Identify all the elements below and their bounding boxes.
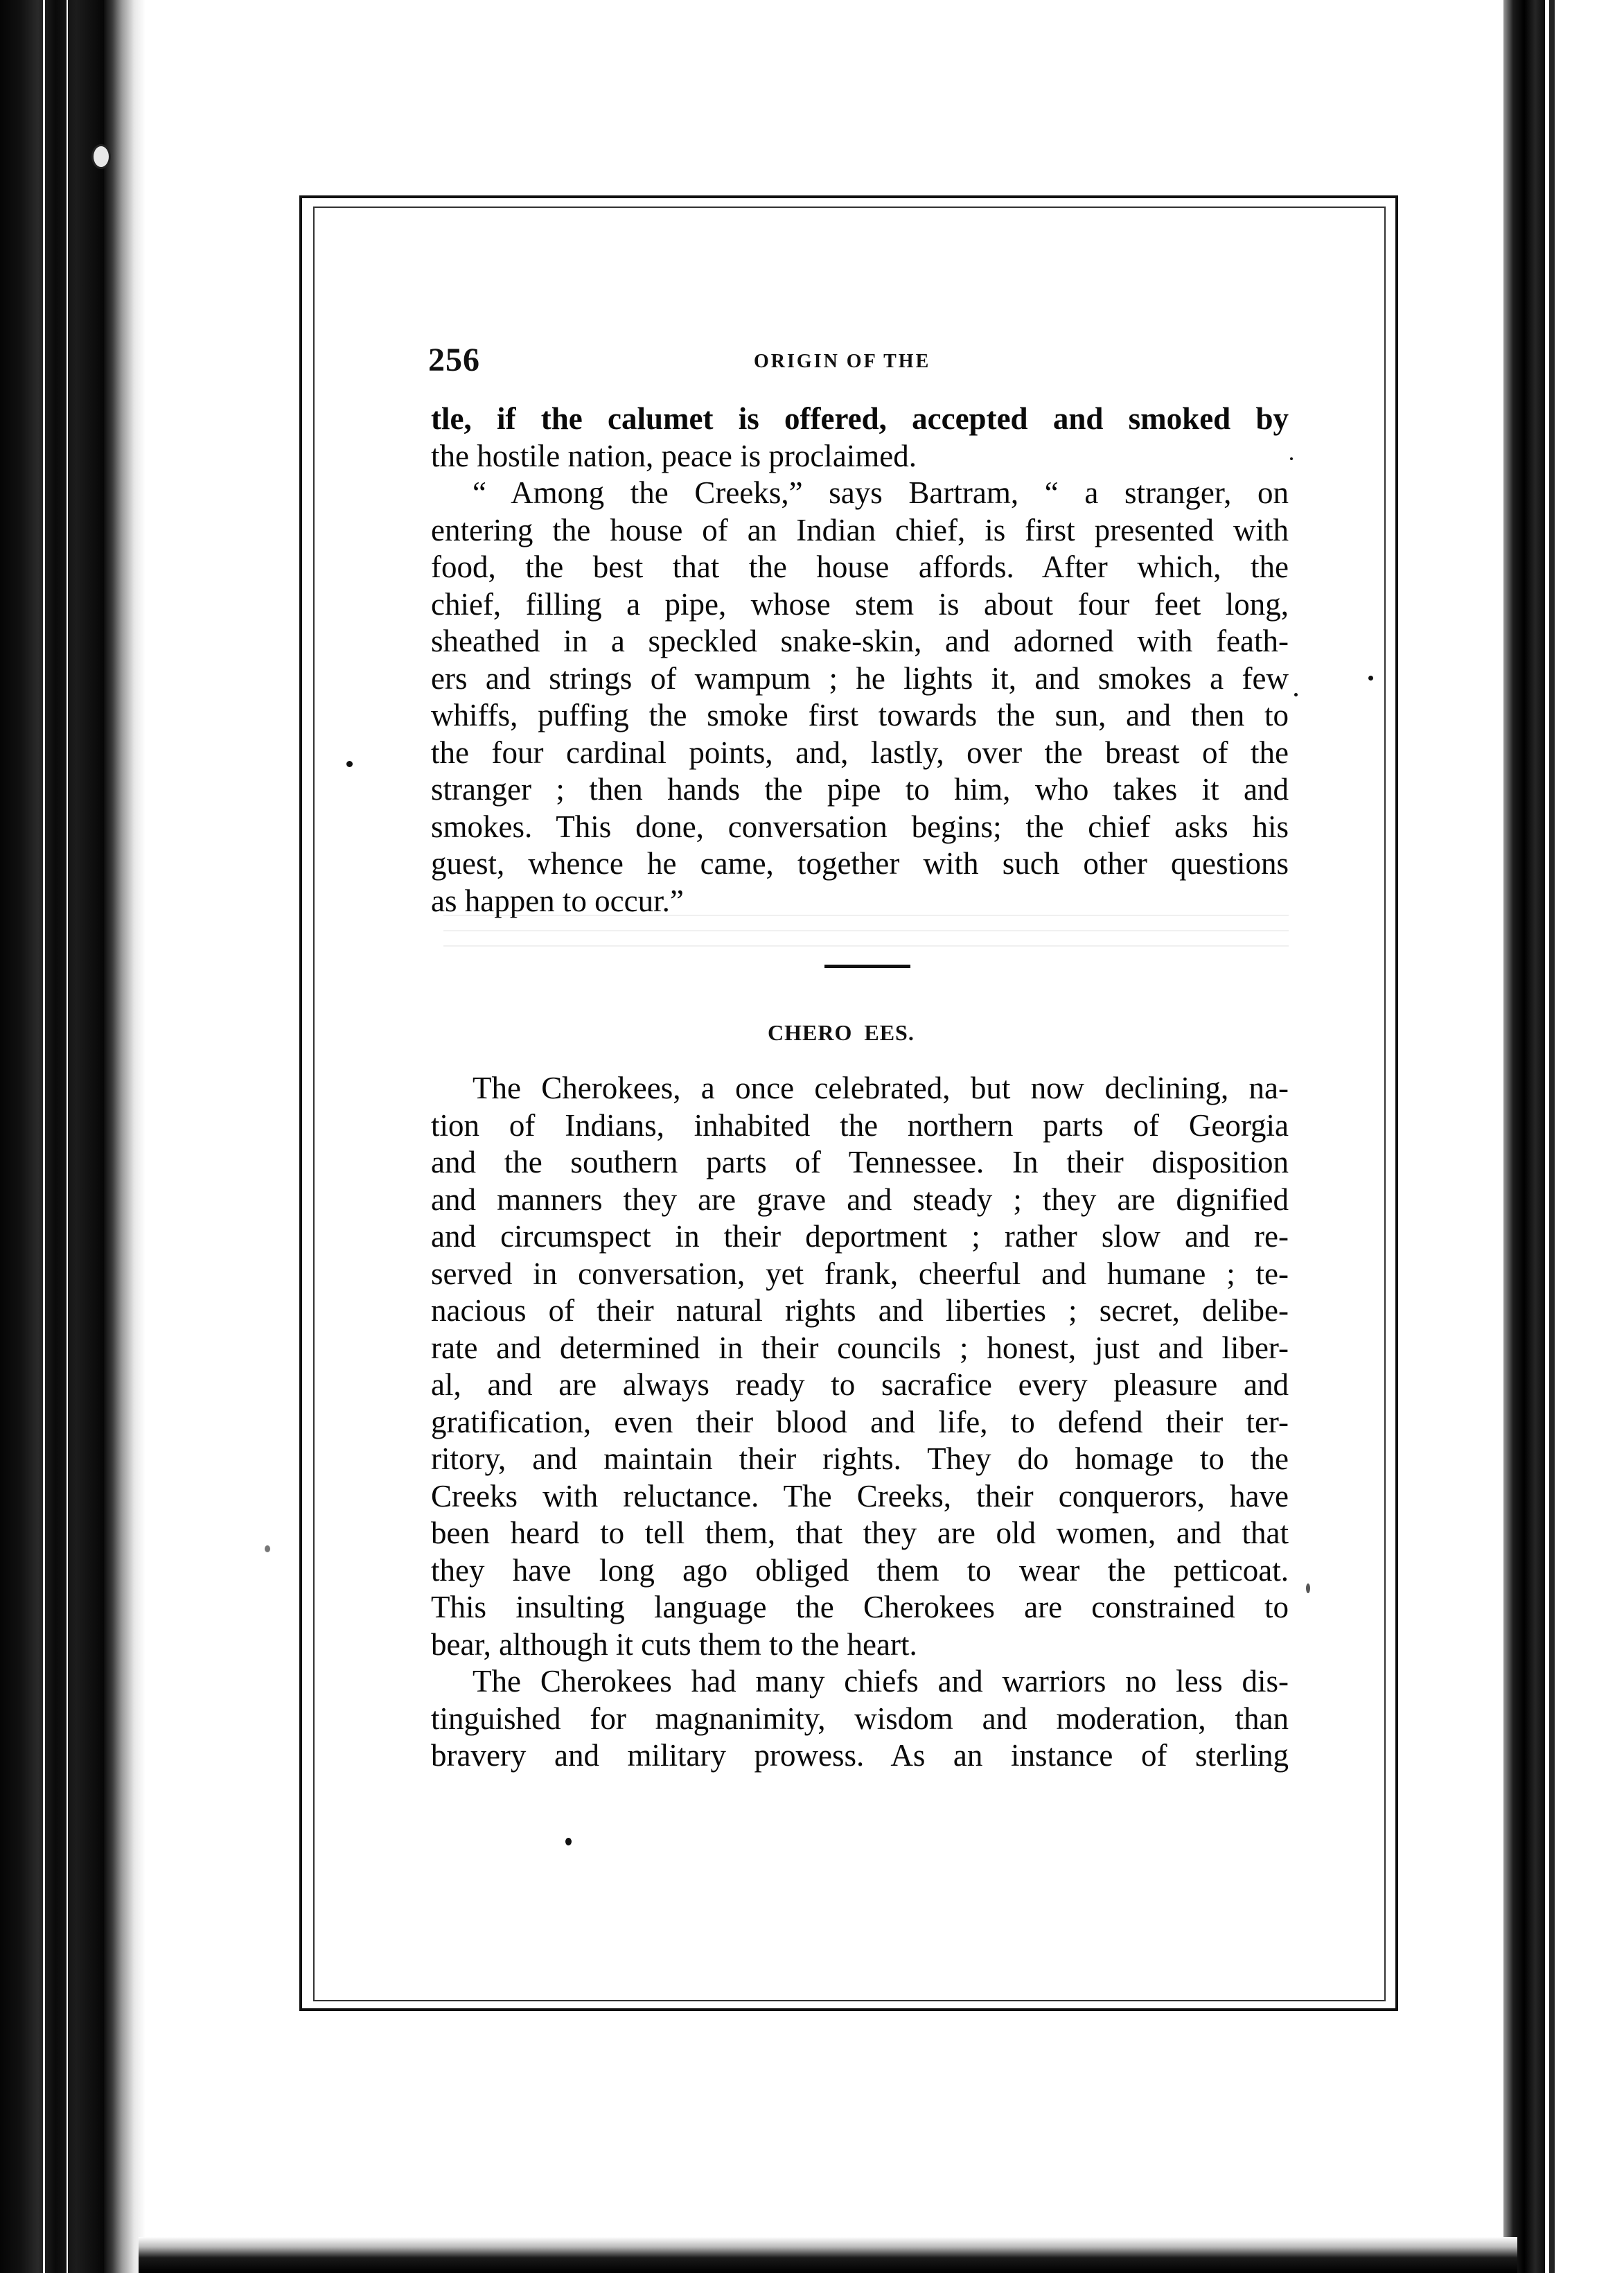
page-number: 256 [428, 342, 480, 378]
book-binding [0, 0, 104, 2273]
text-line: This insulting language the Cherokees are constrained to [431, 1590, 1289, 1624]
text-line: al, and are always ready to sacrafice every pleasure and [431, 1367, 1289, 1402]
page-bottom-edge [139, 2237, 1517, 2273]
speck [1306, 1583, 1310, 1593]
text-line: tinguished for magnanimity, wisdom and moderation, than [431, 1701, 1289, 1736]
text-line: tle, if the calumet is offered, accepted and smoked by [431, 401, 1289, 436]
page-right-edge [1503, 0, 1545, 2273]
text-line: sheathed in a speckled snake-skin, and adorned with feath- [431, 624, 1289, 658]
text-line: tion of Indians, inhabited the northern parts of Georgia [431, 1107, 1289, 1143]
text-line: bravery and military prowess. As an instance of sterling [431, 1738, 1289, 1773]
section-divider [824, 965, 910, 968]
text-line: guest, whence he came, together with such other questions [431, 846, 1289, 881]
speck [346, 761, 353, 767]
page-header [428, 341, 1287, 383]
text-line: nacious of their natural rights and liberties ; secret, delibe- [431, 1293, 1289, 1328]
speck [265, 1545, 270, 1552]
speck [1290, 457, 1293, 460]
text-line: food, the best that the house affords. After which, the [431, 550, 1289, 584]
text-line: served in conversation, yet frank, cheerful and humane ; te- [431, 1256, 1289, 1291]
text-line: the hostile nation, peace is proclaimed. [431, 438, 917, 473]
text-line: chief, filling a pipe, whose stem is about four feet long, [431, 586, 1289, 622]
text-line: as happen to occur.” [431, 883, 684, 918]
speck [1368, 676, 1373, 681]
text-line: smokes. This done, conversation begins; the chief asks his [431, 809, 1289, 844]
text-line: Creeks with reluctance. The Creeks, their conquerors, have [431, 1478, 1289, 1513]
speck [1294, 693, 1298, 696]
text-line: rate and determined in their councils ; honest, just and liber- [431, 1330, 1289, 1365]
text-line: entering the house of an Indian chief, is first presented with [431, 512, 1289, 547]
adjacent-page-edge [1549, 0, 1555, 2273]
paragraph [431, 401, 1289, 475]
text-block-top [431, 401, 1289, 920]
text-line: and circumspect in their deportment ; rather slow and re- [431, 1219, 1289, 1254]
show-through [443, 915, 1289, 956]
binding-stripe [43, 0, 45, 2273]
text-line: ritory, and maintain their rights. They do homage to the [431, 1441, 1289, 1476]
text-line: whiffs, puffing the smoke first towards the sun, and then to [431, 698, 1289, 732]
text-line: and the southern parts of Tennessee. In their disposition [431, 1145, 1289, 1179]
text-line: and manners they are grave and steady ; they are dignified [431, 1182, 1289, 1217]
section-title: CHERO EES. [768, 1020, 915, 1045]
paragraph [431, 1663, 1289, 1775]
text-line: bear, although it cuts them to the heart. [431, 1626, 917, 1662]
text-block-section [431, 1070, 1289, 1775]
text-line: “ Among the Creeks,” says Bartram, “ a stranger, on [473, 475, 1289, 510]
text-line: ers and strings of wampum ; he lights it, and smokes a few [431, 660, 1289, 696]
speck [565, 1838, 572, 1845]
page-left-edge [104, 0, 145, 2273]
text-line: they have long ago obliged them to wear the petticoat. [431, 1552, 1289, 1588]
paragraph [431, 1070, 1289, 1663]
adjacent-page [1545, 0, 1624, 2273]
text-line: been heard to tell them, that they are old women, and that [431, 1516, 1289, 1550]
text-line: The Cherokees had many chiefs and warriors no less dis- [473, 1664, 1289, 1699]
blot [91, 144, 111, 169]
text-line: gratification, even their blood and life, to defend their ter- [431, 1404, 1289, 1439]
text-line: the four cardinal points, and, lastly, over the breast of the [431, 735, 1289, 770]
paragraph [431, 475, 1289, 920]
text-line: stranger ; then hands the pipe to him, who takes it and [431, 772, 1289, 807]
running-head: ORIGIN OF THE [754, 351, 931, 372]
binding-stripe [67, 0, 68, 2273]
text-line: The Cherokees, a once celebrated, but now declining, na- [473, 1071, 1289, 1105]
